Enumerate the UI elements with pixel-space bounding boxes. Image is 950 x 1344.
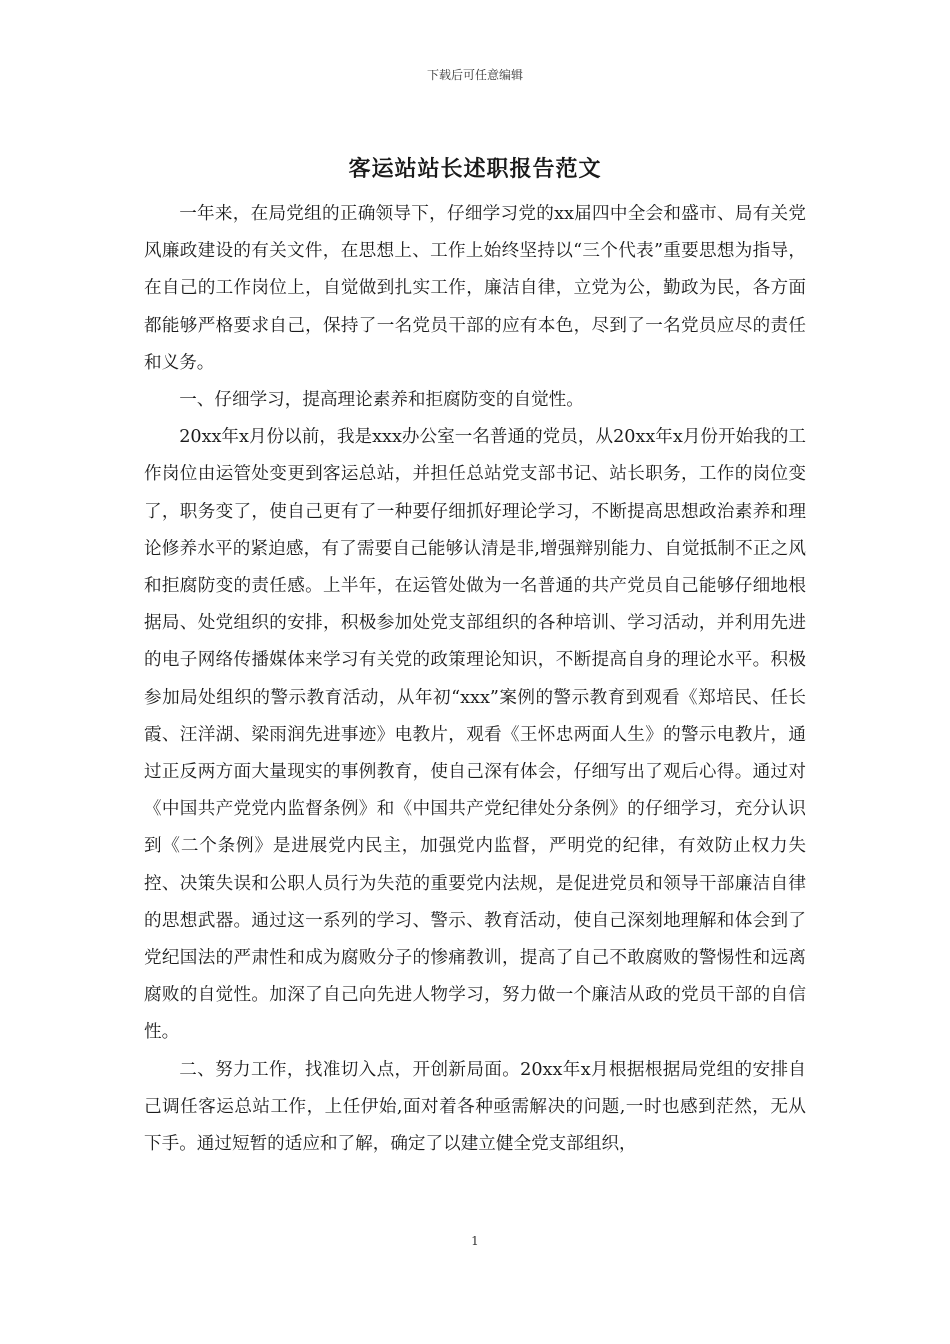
page-header-note: 下载后可任意编辑 <box>426 68 523 82</box>
section-heading-study: 一、仔细学习，提高理论素养和拒腐防变的自觉性。 <box>179 390 584 411</box>
paragraph-intro: 一年来，在局党组的正确领导下，仔细学习党的xx届四中全会和盛市、局有关党风廉政建设的有关文件，在思想上、工作上始终坚持以“三个代表”重要思想为指导，在自己的工作岗位上，自觉做到扎实工作，廉洁自律，立党为公，勤政为民，各方面都能够严格要求自己，保持了一名党员干部的应有本色，尽到了一名党员应尽的责任和义务。 <box>144 204 806 373</box>
page-number: 1 <box>471 1234 479 1248</box>
document-body <box>144 196 806 1163</box>
document-title: 客运站站长述职报告范文 <box>348 156 602 182</box>
paragraph-work: 二、努力工作，找准切入点，开创新局面。20xx年x月根据根据局党组的安排自己调任客运总站工作，上任伊始,面对着各种亟需解决的问题,一时也感到茫然，无从下手。通过短暂的适应和了解，确定了以建立健全党支部组织， <box>144 1059 806 1155</box>
paragraph-study: 20xx年x月份以前，我是xxx办公室一名普通的党员，从20xx年x月份开始我的工作岗位由运管处变更到客运总站，并担任总站党支部书记、站长职务，工作的岗位变了，职务变了，使自己更有了一种要仔细抓好理论学习，不断提高思想政治素养和理论修养水平的紧迫感，有了需要自己能够认清是非,增强辩别能力、自觉抵制不正之风和拒腐防变的责任感。上半年，在运管处做为一名普通的共产党员自己能够仔细地根据局、处党组织的安排，积极参加处党支部组织的各种培训、学习活动，并利用先进的电子网络传播媒体来学习有关党的政策理论知识，不断提高自身的理论水平。积极参加局处组织的警示教育活动，从年初“xxx”案例的警示教育到观看《郑培民、任长霞、汪洋湖、梁雨润先进事迹》电教片，观看《王怀忠两面人生》的警示电教片，通过正反两方面大量现实的事例教育，使自己深有体会，仔细写出了观后心得。通过对《中国共产党党内监督条例》和《中国共产党纪律处分条例》的仔细学习，充分认识到《二个条例》是进展党内民主，加强党内监督，严明党的纪律，有效防止权力失控、决策失误和公职人员行为失范的重要党内法规，是促进党员和领导干部廉洁自律的思想武器。通过这一系列的学习、警示、教育活动，使自己深刻地理解和体会到了党纪国法的严肃性和成为腐败分子的惨痛教训，提高了自己不敢腐败的警惕性和远离腐败的自觉性。加深了自己向先进人物学习，努力做一个廉洁从政的党员干部的自信性。 <box>144 427 806 1043</box>
